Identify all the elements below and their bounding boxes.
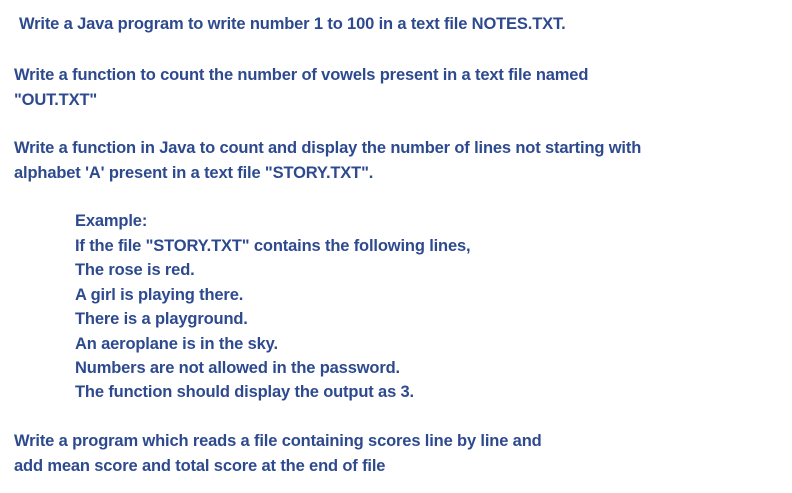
question-1: Write a Java program to write number 1 to 100 in a text file NOTES.TXT. — [19, 15, 566, 33]
question-4-line-2: add mean score and total score at the end of file — [14, 457, 386, 475]
example-line: An aeroplane is in the sky. — [75, 335, 278, 353]
example-line: There is a playground. — [75, 310, 248, 328]
example-intro: If the file "STORY.TXT" contains the following lines, — [75, 237, 471, 255]
example-conclusion: The function should display the output as 3. — [75, 383, 414, 401]
question-4-line-1: Write a program which reads a file containing scores line by line and — [14, 432, 542, 450]
question-3-line-2: alphabet 'A' present in a text file "STORY.TXT". — [14, 164, 374, 182]
example-line: A girl is playing there. — [75, 286, 244, 304]
question-2-line-1: Write a function to count the number of vowels present in a text file named — [14, 66, 589, 84]
question-3-line-1: Write a function in Java to count and display the number of lines not starting with — [14, 139, 642, 157]
example-line: Numbers are not allowed in the password. — [75, 359, 400, 377]
example-heading: Example: — [75, 212, 148, 230]
question-2-line-2: "OUT.TXT" — [14, 91, 98, 109]
example-line: The rose is red. — [75, 261, 195, 279]
